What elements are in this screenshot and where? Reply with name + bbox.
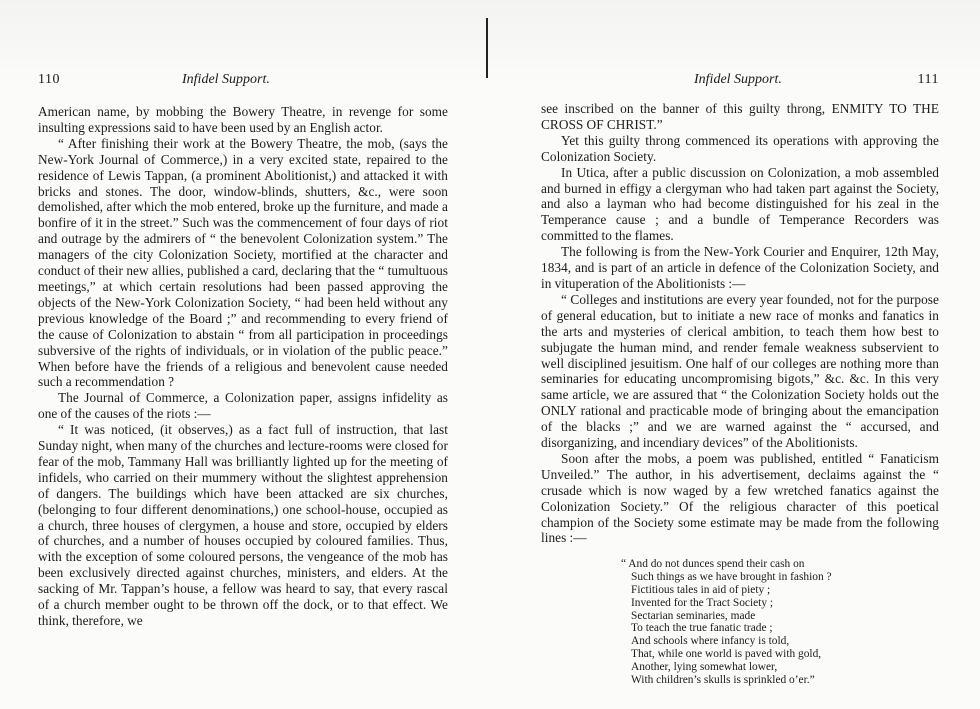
paragraph: see inscribed on the banner of this guilty throng, ENMITY TO THE CROSS OF CHRIST.”	[541, 101, 939, 132]
poem-line: Another, lying somewhat lower,	[631, 660, 778, 673]
poem-line: To teach the true fanatic trade ;	[631, 622, 773, 635]
left-running-title: Infidel Support.	[182, 72, 270, 87]
paragraph: Yet this guilty throng commenced its operations with approving the Colonization Society.	[541, 132, 939, 164]
poem-line: And schools where infancy is told,	[631, 635, 790, 648]
paragraph: The following is from the New-York Courier and Enquirer, 12th May, 1834, and is part of an article in defence of the Colonization Society, and in vituperation of the Abolitionists :—	[541, 244, 939, 291]
right-page-number: 111	[917, 72, 939, 87]
paragraph: “ After finishing their work at the Bowery Theatre, the mob, (says the New-York Journal of Commerce,) in a very excited state, repaired to the residence of Lewis Tappan, (a prominent Abolitionist,) and attacked it with bricks and stones. The door, window-blinds, shutters, &c., were soon demolished, after which the mob entered, broke up the furniture, and made a bonfire of it in the street.” Such was the commencement of four days of riot and outrage by the admirers of “ the benevolent Colonization system.” The managers of the city Colonization Society, mortified at the character and conduct of their new allies, published a card, declaring that the “ tumultuous meetings,” at which certain resolutions had been passed approving the objects of the New-York Colonization Society, “ had been held without any previous knowledge of the Board ;” and recommending to every friend of the cause of Colonization to abstain “ from all participation in proceedings subversive of the rights of individuals, or in violation of the public peace.” When before have the friends of a religious and benevolent cause needed such a recommendation ?	[38, 135, 448, 390]
paragraph: “ It was noticed, (it observes,) as a fact full of instruction, that last Sunday night, when many of the churches and lecture-rooms were closed for fear of the mob, Tammany Hall was brilliantly lighted up for the meeting of infidels, who carried on their mummery without the slightest apprehension of dangers. The buildings which have been attacked are six churches, (belonging to four different denominations,) one school-house, occupied as a church, three houses of clergymen, a house and store, occupied by elders of churches, and a number of houses occupied by coloured families. Thus, with the exception of some coloured persons, the vengeance of the mob has been exclusively directed against churches, ministers, and elders. At the sacking of Mr. Tappan’s house, a fellow was heard to say, that every rascal of a church member ought to be thrown off the dock, or to that effect. We think, therefore, we	[38, 422, 448, 628]
right-page	[541, 68, 939, 686]
paragraph: Soon after the mobs, a poem was published, entitled “ Fanaticism Unveiled.” The author, in his advertisement, declaims against the “ crusade which is now waged by a few wretched fanatics against the Colonization Society.” Of the religious character of this poetical champion of the Society some estimate may be made from the following lines :—	[541, 450, 939, 546]
paragraph: “ Colleges and institutions are every year founded, not for the purpose of general education, but to initiate a new race of monks and fanatics in the arts and mysteries of clerical ambition, to teach them how best to subjugate the human mind, and render female weakness subservient to well disciplined jesuitism. One half of our colleges are nothing more than seminaries for educating uncompromising bigots,” &c. &c. In this very same article, we are assured that “ the Colonization Society holds out the ONLY rational and practicable mode of bringing about the emancipation of the blacks ;” and we are warned against the “ accursed, and disorganizing, and incendiary devices” of the Abolitionists.	[541, 291, 939, 451]
left-page-number: 110	[38, 72, 60, 87]
left-body-text	[38, 104, 448, 629]
left-running-head	[38, 68, 448, 88]
paragraph: The Journal of Commerce, a Colonization paper, assigns infidelity as one of the causes of the riots :—	[38, 390, 448, 422]
poem-line: Invented for the Tract Society ;	[631, 596, 774, 609]
paragraph: In Utica, after a public discussion on Colonization, a mob assembled and burned in effigy a clergyman who had taken part against the Society, and also a layman who had become distinguished for his zeal in the Temperance cause ; and a bundle of Temperance Recorders was committed to the flames.	[541, 164, 939, 244]
poem-line: Fictitious tales in aid of piety ;	[631, 583, 771, 596]
poem-line: Sectarian seminaries, made	[631, 609, 756, 622]
paragraph: American name, by mobbing the Bowery Theatre, in revenge for some insulting expressions said to have been used by an English actor.	[38, 104, 448, 135]
right-body-text	[541, 101, 939, 546]
right-running-head	[541, 68, 939, 88]
poem-line: “ And do not dunces spend their cash on	[621, 558, 805, 571]
right-running-title: Infidel Support.	[694, 72, 782, 87]
poem-excerpt	[621, 558, 939, 686]
poem-line: That, while one world is paved with gold,	[631, 647, 822, 660]
gutter-fold	[486, 18, 488, 78]
left-page	[38, 68, 448, 629]
poem-line: With children’s skulls is sprinkled o’er.”	[631, 673, 815, 686]
poem-line: Such things as we have brought in fashion ?	[631, 571, 832, 584]
